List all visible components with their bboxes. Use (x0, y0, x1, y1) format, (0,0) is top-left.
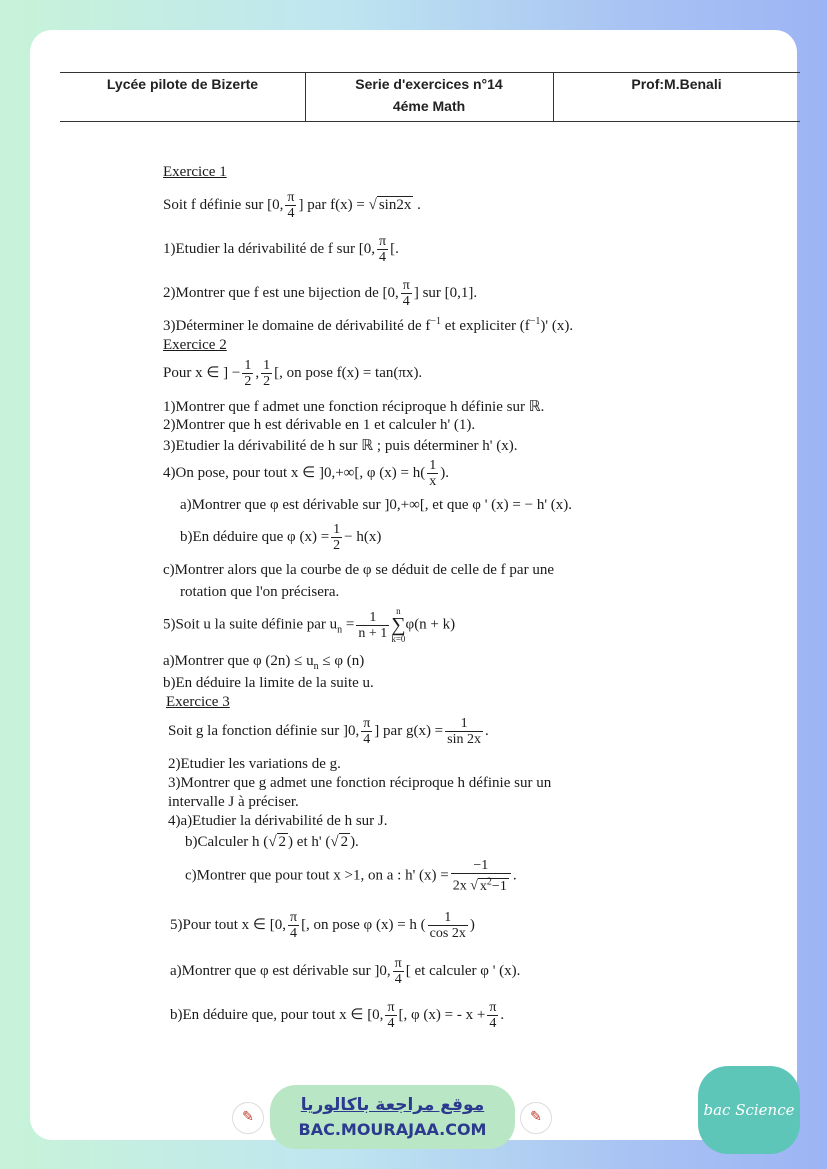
ex2-intro: Pour x ∈ ] − $\frac{1}{2}$ , $\frac{1}{2}$ [, on pose f(x) = tan(πx). (163, 358, 423, 389)
ex1-question-2: 2)Montrer que f est une bijection de [0, $\frac{\pi}{4}$ ] sur [0,1]. (163, 278, 478, 309)
book-logo-icon: ✎ (232, 1102, 264, 1134)
exercise-3-title: Exercice 3 (166, 694, 230, 710)
ex3-question-5a: a)Montrer que φ est dérivable sur ]0, $\frac{\pi}{4}$ [ et calculer φ ' (x). (170, 956, 521, 987)
ex1-intro: Soit f définie sur [0, $\frac{\pi}{4}$ ] par f(x) = √ sin2x . (163, 190, 421, 221)
ex3-question-5: 5)Pour tout x ∈ [0, $\frac{\pi}{4}$ [, on pose φ (x) = h ( $\frac{1}{\cos 2x}$ ) (170, 910, 475, 941)
ex2-question-4: 4)On pose, pour tout x ∈ ]0,+∞[, φ (x) = h( $\frac{1}{x}$ ). (163, 458, 449, 489)
ex3-question-3-line1: 3)Montrer que g admet une fonction réciproque h définie sur un (168, 775, 552, 791)
document-header (60, 72, 800, 122)
ex2-question-4a: a)Montrer que φ est dérivable sur ]0,+∞[, et que φ ' (x) = − h' (x). (180, 497, 573, 513)
ex3-question-4b: b)Calculer h (√ 2 ) et h' (√ 2 ). (185, 834, 359, 850)
ex3-question-3-line2: intervalle J à préciser. (168, 794, 299, 810)
ex1-question-1: 1)Etudier la dérivabilité de f sur [0, $\frac{\pi}{4}$ [. (163, 234, 399, 265)
ex2-question-5: 5)Soit u la suite définie par $u_n$ = $\frac{1}{n + 1}$ n ∑ k=0φ(n + k) (163, 606, 456, 644)
ex2-question-2: 2)Montrer que h est dérivable en 1 et calculer h' (1). (163, 417, 476, 433)
ex2-question-4b: b)En déduire que φ (x) = $\frac{1}{2}$ − h(x) (180, 522, 382, 553)
header-teacher-cell (553, 73, 800, 121)
exercise-1-title: Exercice 1 (163, 164, 227, 180)
ex3-question-4a: 4)a)Etudier la dérivabilité de h sur J. (168, 813, 388, 829)
ex3-intro: Soit g la fonction définie sur ]0, $\frac{\pi}{4}$ ] par g(x) = $\frac{1}{\sin 2x}$ . (168, 716, 489, 747)
ex2-question-5b: b)En déduire la limite de la suite u. (163, 675, 374, 691)
series-title: Serie d'exercices n°14 (355, 76, 503, 92)
teacher-name: Prof:M.Benali (631, 76, 722, 92)
class-level: 4éme Math (392, 98, 466, 114)
bac-science-badge: bac Science (698, 1066, 800, 1154)
exercise-2-title: Exercice 2 (163, 337, 227, 353)
header-school-cell (60, 73, 306, 121)
ex2-question-3: 3)Etudier la dérivabilité de h sur ℝ ; puis déterminer h' (x). (163, 438, 518, 454)
header-series-cell (305, 73, 554, 121)
school-name: Lycée pilote de Bizerte (106, 76, 259, 92)
site-name-arabic[interactable]: موقع مراجعة باكالوريا (300, 1095, 485, 1115)
book-logo-icon: ✎ (520, 1102, 552, 1134)
ex2-question-4c-line2: rotation que l'on précisera. (180, 584, 340, 600)
ex2-question-1: 1)Montrer que f admet une fonction réciproque h définie sur ℝ. (163, 399, 545, 415)
ex3-question-4c: c)Montrer que pour tout x >1, on a : h' (x) = $\frac{-1}{2x √ x^2-1}$ . (185, 858, 517, 894)
site-banner[interactable] (270, 1085, 515, 1149)
ex1-question-3: 3)Déterminer le domaine de dérivabilité de $f^{-1}$ et expliciter $(f^{-1})'$ (x). (163, 316, 574, 334)
ex2-question-4c-line1: c)Montrer alors que la courbe de φ se déduit de celle de f par une (163, 562, 554, 578)
ex2-question-5a: a)Montrer que φ $(2n) \le u_n \le \varphi$ (n) (163, 653, 365, 672)
ex3-question-5b: b)En déduire que, pour tout x ∈ [0, $\frac{\pi}{4}$ [, φ (x) = - x + $\frac{\pi}{4}$ . (170, 1000, 505, 1031)
ex3-question-2: 2)Etudier les variations de g. (168, 756, 341, 772)
site-url[interactable]: BAC.MOURAJAA.COM (298, 1120, 487, 1139)
